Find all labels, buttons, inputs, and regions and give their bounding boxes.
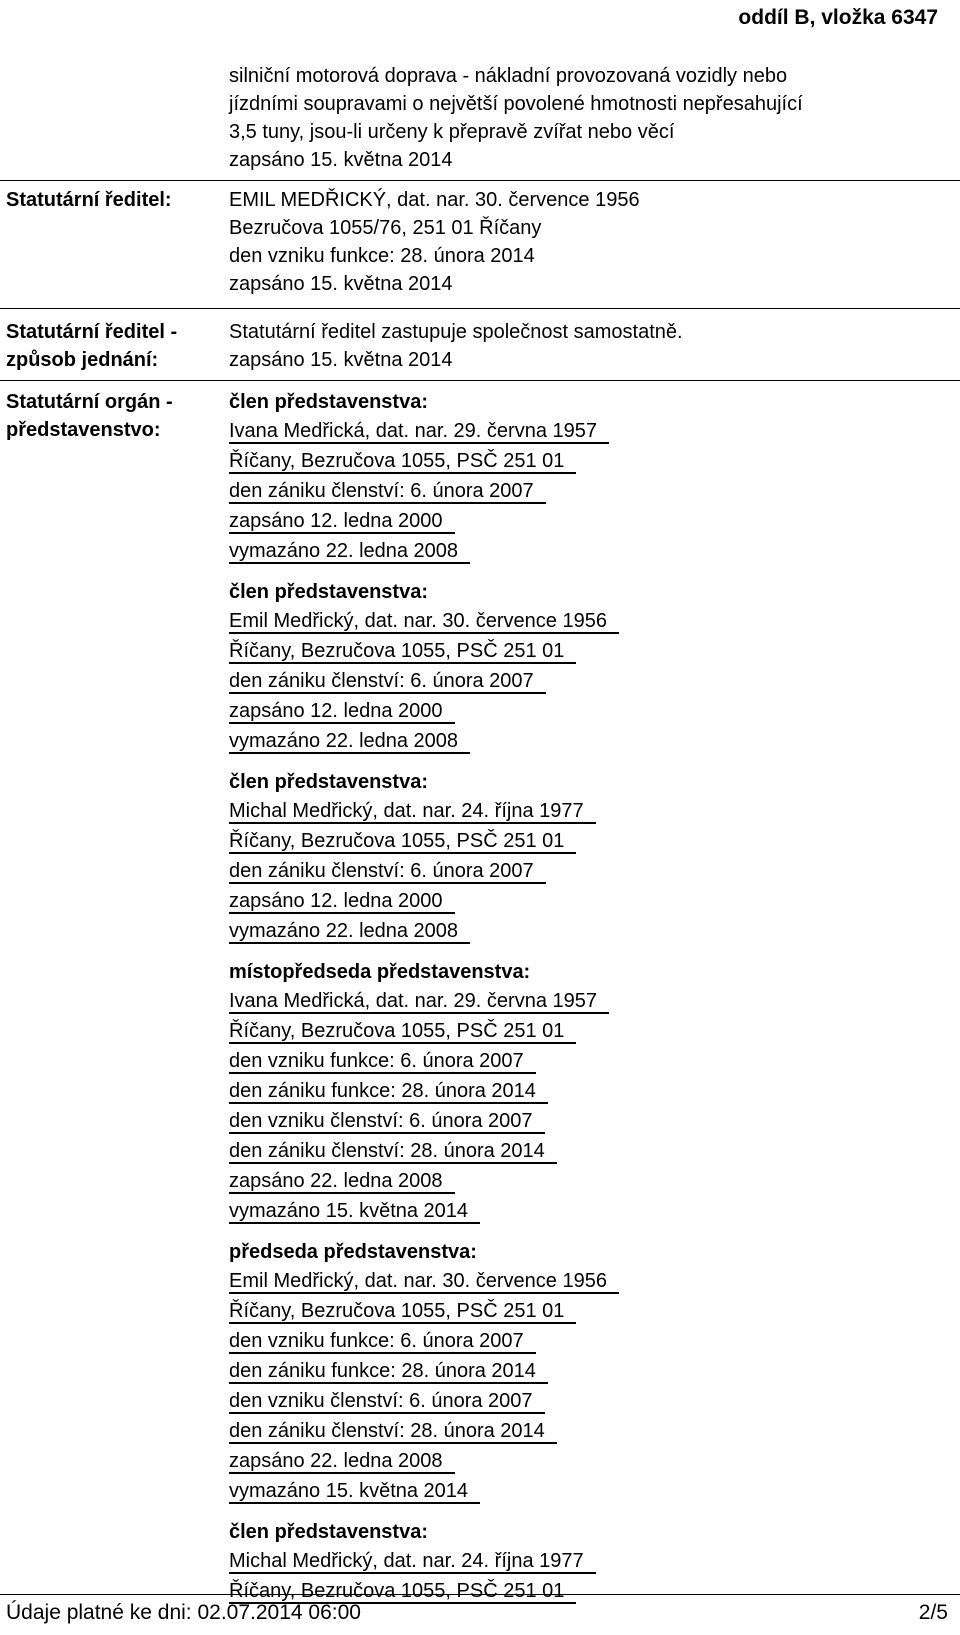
- struck-text: zapsáno 12. ledna 2000: [229, 700, 443, 722]
- label-line: Statutární orgán -: [6, 391, 173, 413]
- label-line: Statutární ředitel -: [6, 321, 178, 343]
- business-activity-text: [229, 62, 803, 174]
- struck-text: vymazáno 22. ledna 2008: [229, 540, 459, 562]
- struck-text: zapsáno 12. ledna 2000: [229, 890, 443, 912]
- member-role: místopředseda představenstva:: [229, 961, 531, 983]
- struck-text: den zániku funkce: 28. února 2014: [229, 1360, 536, 1382]
- struck-line: [229, 1136, 607, 1166]
- text-line: jízdními soupravami o největší povolené hmotnosti nepřesahující: [229, 93, 803, 115]
- struck-line: [229, 1296, 607, 1326]
- strike-underline: [229, 562, 470, 564]
- strike-underline: [229, 1502, 480, 1504]
- strike-underline: [229, 1412, 545, 1414]
- member-role: člen představenstva:: [229, 1521, 428, 1543]
- struck-text: Emil Medřický, dat. nar. 30. července 1956: [229, 1270, 607, 1292]
- struck-text: Ivana Medřická, dat. nar. 29. června 1957: [229, 990, 597, 1012]
- struck-text: zapsáno 22. ledna 2008: [229, 1170, 443, 1192]
- label-line: představenstvo:: [6, 419, 161, 441]
- struck-text: den zániku členství: 6. února 2007: [229, 860, 534, 882]
- struck-line: [229, 1166, 607, 1196]
- board-member: [229, 1238, 607, 1506]
- struck-line: [229, 826, 607, 856]
- strike-underline: [229, 1132, 545, 1134]
- struck-text: Michal Medřický, dat. nar. 24. října 1977: [229, 800, 584, 822]
- struck-text: den vzniku členství: 6. února 2007: [229, 1390, 533, 1412]
- text-line: Bezručova 1055/76, 251 01 Říčany: [229, 217, 542, 239]
- struck-text: Michal Medřický, dat. nar. 24. října 1977: [229, 1550, 584, 1572]
- strike-underline: [229, 472, 576, 474]
- struck-line: [229, 1416, 607, 1446]
- text-line: zapsáno 15. května 2014: [229, 349, 453, 371]
- strike-underline: [229, 1012, 609, 1014]
- strike-underline: [229, 882, 546, 884]
- struck-text: den zániku členství: 6. února 2007: [229, 480, 534, 502]
- struck-text: zapsáno 22. ledna 2008: [229, 1450, 443, 1472]
- struck-text: den zániku členství: 28. února 2014: [229, 1420, 545, 1442]
- struck-line: [229, 1446, 607, 1476]
- footer-divider: [0, 1594, 960, 1595]
- strike-underline: [229, 852, 576, 854]
- board-member: [229, 578, 607, 756]
- divider: [0, 308, 960, 309]
- struck-text: den vzniku funkce: 6. února 2007: [229, 1050, 524, 1072]
- strike-underline: [229, 1572, 596, 1574]
- struck-text: Říčany, Bezručova 1055, PSČ 251 01: [229, 1580, 565, 1602]
- struck-line: [229, 636, 607, 666]
- struck-line: [229, 446, 607, 476]
- struck-text: Říčany, Bezručova 1055, PSČ 251 01: [229, 450, 565, 472]
- board-member: [229, 388, 607, 566]
- divider: [0, 380, 960, 381]
- struck-text: vymazáno 22. ledna 2008: [229, 730, 459, 752]
- struck-text: Říčany, Bezručova 1055, PSČ 251 01: [229, 830, 565, 852]
- strike-underline: [229, 1222, 480, 1224]
- struck-line: [229, 476, 607, 506]
- struck-text: den vzniku členství: 6. února 2007: [229, 1110, 533, 1132]
- text-line: zapsáno 15. května 2014: [229, 149, 453, 171]
- struck-line: [229, 1546, 607, 1576]
- struck-line: [229, 916, 607, 946]
- page-number: 2/5: [918, 1601, 948, 1624]
- strike-underline: [229, 1382, 548, 1384]
- text-line: den vzniku funkce: 28. února 2014: [229, 245, 535, 267]
- member-role: člen představenstva:: [229, 771, 428, 793]
- text-line: 3,5 tuny, jsou-li určeny k přepravě zvířat nebo věcí: [229, 121, 675, 143]
- strike-underline: [229, 1102, 548, 1104]
- member-role: člen představenstva:: [229, 581, 428, 603]
- struck-text: vymazáno 22. ledna 2008: [229, 920, 459, 942]
- struck-text: Říčany, Bezručova 1055, PSČ 251 01: [229, 640, 565, 662]
- acting-label: [6, 318, 177, 374]
- struck-text: vymazáno 15. května 2014: [229, 1200, 469, 1222]
- struck-line: [229, 726, 607, 756]
- board-member: [229, 958, 607, 1226]
- struck-line: [229, 856, 607, 886]
- struck-line: [229, 1266, 607, 1296]
- struck-line: [229, 606, 607, 636]
- strike-underline: [229, 1072, 536, 1074]
- board-members: [229, 388, 607, 1606]
- struck-line: [229, 1326, 607, 1356]
- member-role: člen představenstva:: [229, 391, 428, 413]
- strike-underline: [229, 502, 546, 504]
- struck-line: [229, 1076, 607, 1106]
- text-line: silniční motorová doprava - nákladní provozovaná vozidly nebo: [229, 65, 788, 87]
- strike-underline: [229, 1472, 455, 1474]
- strike-underline: [229, 442, 609, 444]
- struck-line: [229, 666, 607, 696]
- strike-underline: [229, 692, 546, 694]
- strike-underline: [229, 752, 470, 754]
- strike-underline: [229, 822, 596, 824]
- strike-underline: [229, 1042, 576, 1044]
- strike-underline: [229, 722, 455, 724]
- strike-underline: [229, 1322, 576, 1324]
- struck-line: [229, 506, 607, 536]
- struck-text: Říčany, Bezručova 1055, PSČ 251 01: [229, 1300, 565, 1322]
- struck-text: den zániku funkce: 28. února 2014: [229, 1080, 536, 1102]
- struck-line: [229, 1386, 607, 1416]
- board-member: [229, 768, 607, 946]
- document-header: oddíl B, vložka 6347: [738, 6, 938, 29]
- strike-underline: [229, 1442, 557, 1444]
- member-role: předseda představenstva:: [229, 1241, 477, 1263]
- board-member: [229, 1518, 607, 1606]
- struck-line: [229, 1106, 607, 1136]
- text-line: Statutární ředitel zastupuje společnost samostatně.: [229, 321, 683, 343]
- struck-text: zapsáno 12. ledna 2000: [229, 510, 443, 532]
- struck-text: den zániku členství: 6. února 2007: [229, 670, 534, 692]
- struck-line: [229, 536, 607, 566]
- struck-text: Říčany, Bezručova 1055, PSČ 251 01: [229, 1020, 565, 1042]
- struck-text: den zániku členství: 28. února 2014: [229, 1140, 545, 1162]
- struck-text: vymazáno 15. května 2014: [229, 1480, 469, 1502]
- struck-line: [229, 696, 607, 726]
- strike-underline: [229, 1352, 536, 1354]
- struck-line: [229, 1356, 607, 1386]
- validity-date: Údaje platné ke dni: 02.07.2014 06:00: [6, 1601, 361, 1624]
- strike-underline: [229, 632, 619, 634]
- strike-underline: [229, 662, 576, 664]
- struck-text: Ivana Medřická, dat. nar. 29. června 1957: [229, 420, 597, 442]
- director-label: Statutární ředitel:: [6, 189, 172, 211]
- strike-underline: [229, 942, 470, 944]
- board-label: [6, 388, 173, 444]
- strike-underline: [229, 1292, 619, 1294]
- struck-line: [229, 886, 607, 916]
- struck-text: Emil Medřický, dat. nar. 30. července 1956: [229, 610, 607, 632]
- struck-line: [229, 1046, 607, 1076]
- struck-line: [229, 1196, 607, 1226]
- text-line: zapsáno 15. května 2014: [229, 273, 453, 295]
- strike-underline: [229, 1192, 455, 1194]
- struck-line: [229, 1476, 607, 1506]
- text-line: EMIL MEDŘICKÝ, dat. nar. 30. července 1956: [229, 189, 640, 211]
- strike-underline: [229, 532, 455, 534]
- struck-line: [229, 796, 607, 826]
- struck-line: [229, 416, 607, 446]
- struck-line: [229, 1016, 607, 1046]
- label-line: způsob jednání:: [6, 349, 159, 371]
- divider: [0, 180, 960, 181]
- struck-text: den vzniku funkce: 6. února 2007: [229, 1330, 524, 1352]
- acting-details: [229, 318, 683, 374]
- strike-underline: [229, 1162, 557, 1164]
- struck-line: [229, 986, 607, 1016]
- strike-underline: [229, 912, 455, 914]
- director-details: [229, 186, 640, 298]
